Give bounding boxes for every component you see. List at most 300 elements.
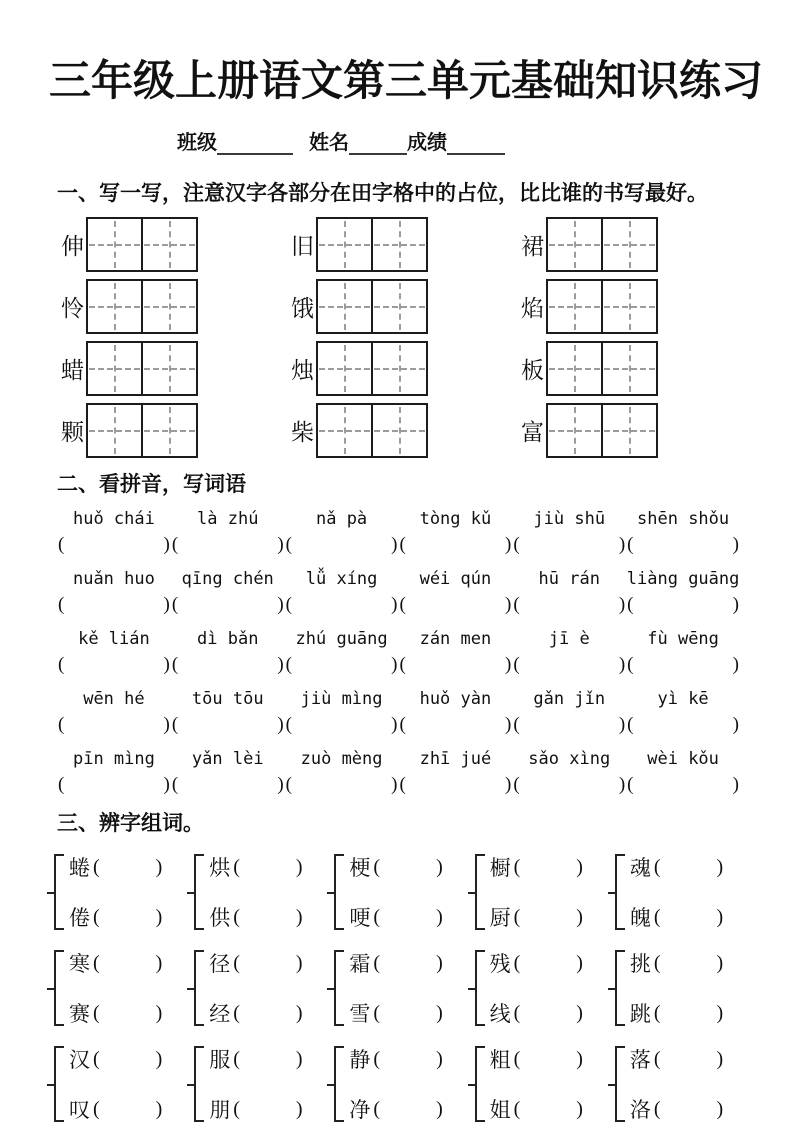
brace-group xyxy=(466,945,600,1031)
brace-group xyxy=(185,945,319,1031)
open-paren: ( xyxy=(627,714,634,735)
brace-group xyxy=(325,849,459,935)
close-paren: ) xyxy=(436,1097,443,1120)
open-paren: ( xyxy=(627,534,634,555)
close-paren: ) xyxy=(618,594,626,615)
model-character: 伸 xyxy=(61,234,84,259)
answer-blank xyxy=(399,652,513,677)
pinyin-word: tōu tōu xyxy=(191,689,264,709)
entry-character: 梗 xyxy=(349,856,371,880)
close-paren: ) xyxy=(391,594,398,615)
entry-character: 洛 xyxy=(629,1098,651,1122)
answer-blank xyxy=(399,592,513,617)
brace-tick xyxy=(608,988,617,990)
word-entry xyxy=(490,995,584,1031)
close-paren: ) xyxy=(163,654,170,675)
close-paren: ) xyxy=(732,594,739,615)
close-paren: ) xyxy=(576,905,583,928)
tianzige-grid xyxy=(86,279,198,334)
close-paren: ) xyxy=(505,594,512,615)
brace-tick xyxy=(327,1084,336,1086)
close-paren: ) xyxy=(436,905,443,928)
tianzige-cell xyxy=(141,343,196,394)
brace-bracket xyxy=(475,950,485,1026)
pinyin-word: jiù shū xyxy=(533,509,606,529)
brace-group xyxy=(606,945,740,1031)
open-paren: ( xyxy=(285,594,292,615)
entry-character: 汉 xyxy=(69,1048,90,1072)
close-paren: ) xyxy=(576,855,583,878)
close-paren: ) xyxy=(716,1047,724,1070)
answer-blank xyxy=(57,532,171,557)
close-paren: ) xyxy=(618,654,626,675)
answer-paren-line xyxy=(57,712,740,737)
word-entry xyxy=(630,945,724,981)
entry-character: 落 xyxy=(629,1048,651,1072)
entry-character: 净 xyxy=(349,1098,371,1122)
close-paren: ) xyxy=(155,1047,163,1070)
answer-blank xyxy=(512,712,626,737)
tianzige-cell xyxy=(548,281,601,332)
open-paren: ( xyxy=(513,951,521,974)
close-paren: ) xyxy=(295,855,303,878)
brace-bracket xyxy=(475,1046,485,1122)
close-paren: ) xyxy=(716,951,724,974)
open-paren: ( xyxy=(513,1047,521,1070)
open-paren: ( xyxy=(513,905,521,928)
brace-entries xyxy=(630,1041,724,1127)
open-paren: ( xyxy=(58,714,65,735)
open-paren: ( xyxy=(373,1001,381,1024)
answer-blank xyxy=(626,772,740,797)
brace-row xyxy=(45,945,740,1031)
pinyin-word: wéi qún xyxy=(419,569,492,589)
tianzige-group xyxy=(60,403,198,458)
brace-tick xyxy=(327,988,336,990)
open-paren: ( xyxy=(233,905,240,928)
name-blank-line xyxy=(349,133,407,155)
tianzige-cell xyxy=(371,343,426,394)
pinyin-row-block xyxy=(57,686,740,737)
close-paren: ) xyxy=(716,1097,724,1120)
tianzige-row xyxy=(57,341,740,396)
tianzige-cell xyxy=(601,219,656,270)
pinyin-line xyxy=(57,506,740,532)
pinyin-word: fù wēng xyxy=(647,629,719,649)
answer-blank xyxy=(512,532,626,557)
open-paren: ( xyxy=(513,534,520,555)
model-character: 裙 xyxy=(521,234,544,259)
pinyin-word: lǚ xíng xyxy=(305,569,378,589)
close-paren: ) xyxy=(295,951,303,974)
entry-character: 供 xyxy=(209,906,231,930)
answer-blank xyxy=(171,772,285,797)
close-paren: ) xyxy=(618,714,626,735)
brace-entries xyxy=(209,1041,303,1127)
pinyin-word: huǒ chái xyxy=(72,509,155,529)
model-character: 旧 xyxy=(291,234,314,259)
brace-bracket xyxy=(615,950,625,1026)
open-paren: ( xyxy=(285,654,292,675)
pinyin-line xyxy=(57,566,740,592)
open-paren: ( xyxy=(513,654,520,675)
brace-bracket xyxy=(194,1046,204,1122)
word-entry xyxy=(69,1041,163,1077)
open-paren: ( xyxy=(653,1097,661,1120)
brace-tick xyxy=(47,988,56,990)
pinyin-word: wèi kǒu xyxy=(647,749,719,769)
word-entry xyxy=(349,995,443,1031)
pinyin-line xyxy=(57,626,740,652)
brace-group xyxy=(45,1041,179,1127)
close-paren: ) xyxy=(732,534,739,555)
tianzige-group xyxy=(60,279,198,334)
answer-paren-line xyxy=(57,652,740,677)
entry-character: 残 xyxy=(489,952,511,976)
pinyin-word: zuò mèng xyxy=(300,749,383,769)
open-paren: ( xyxy=(171,714,179,735)
word-entry xyxy=(349,899,443,935)
open-paren: ( xyxy=(513,714,520,735)
tianzige-row xyxy=(57,217,740,272)
close-paren: ) xyxy=(436,951,443,974)
answer-blank xyxy=(399,712,513,737)
close-paren: ) xyxy=(436,1001,443,1024)
brace-entries xyxy=(630,849,724,935)
entry-character: 烘 xyxy=(209,856,231,880)
answer-blank xyxy=(626,592,740,617)
close-paren: ) xyxy=(163,534,170,555)
brace-bracket xyxy=(334,854,344,930)
page-title: 三年级上册语文第三单元基础知识练习 xyxy=(49,57,764,104)
open-paren: ( xyxy=(285,774,292,795)
brace-entries xyxy=(69,849,163,935)
open-paren: ( xyxy=(93,1001,100,1024)
tianzige-grid xyxy=(316,217,428,272)
section-two-heading: 二、看拼音，写词语 xyxy=(57,473,246,496)
close-paren: ) xyxy=(391,714,398,735)
word-entry xyxy=(490,945,584,981)
brace-bracket xyxy=(615,1046,625,1122)
answer-paren-line xyxy=(57,532,740,557)
close-paren: ) xyxy=(391,774,398,795)
open-paren: ( xyxy=(93,855,100,878)
close-paren: ) xyxy=(391,654,398,675)
word-entry xyxy=(630,849,724,885)
class-blank-line xyxy=(217,133,293,155)
open-paren: ( xyxy=(171,594,179,615)
close-paren: ) xyxy=(155,1001,163,1024)
brace-bracket xyxy=(194,950,204,1026)
entry-character: 蜷 xyxy=(69,856,90,880)
brace-group xyxy=(606,1041,740,1127)
close-paren: ) xyxy=(391,534,398,555)
score-blank-line xyxy=(447,133,505,155)
pinyin-word: nǎ pà xyxy=(315,509,368,529)
brace-entries xyxy=(69,1041,163,1127)
entry-character: 厨 xyxy=(489,906,511,930)
tianzige-group xyxy=(290,279,428,334)
close-paren: ) xyxy=(576,951,583,974)
open-paren: ( xyxy=(285,534,292,555)
word-entry xyxy=(490,899,584,935)
tianzige-group xyxy=(520,341,658,396)
close-paren: ) xyxy=(277,714,284,735)
model-character: 富 xyxy=(521,420,544,445)
brace-entries xyxy=(490,945,584,1031)
tianzige-cell xyxy=(88,343,141,394)
close-paren: ) xyxy=(163,774,170,795)
open-paren: ( xyxy=(513,594,520,615)
entry-character: 倦 xyxy=(69,906,90,930)
word-entry xyxy=(69,945,163,981)
open-paren: ( xyxy=(399,714,406,735)
answer-blank xyxy=(285,532,399,557)
word-entry xyxy=(209,899,303,935)
answer-blank xyxy=(57,652,171,677)
entry-character: 跳 xyxy=(629,1002,651,1026)
tianzige-cell xyxy=(601,343,656,394)
close-paren: ) xyxy=(277,534,284,555)
open-paren: ( xyxy=(373,1097,381,1120)
brace-tick xyxy=(468,1084,477,1086)
open-paren: ( xyxy=(653,855,661,878)
section-three-heading: 三、辨字组词。 xyxy=(57,812,204,835)
brace-tick xyxy=(187,892,196,894)
pinyin-line xyxy=(57,746,740,772)
pinyin-word: tòng kǔ xyxy=(419,509,492,529)
close-paren: ) xyxy=(618,774,626,795)
word-entry xyxy=(630,899,724,935)
pinyin-row-block xyxy=(57,506,740,557)
pinyin-word: qīng chén xyxy=(181,569,274,589)
brace-entries xyxy=(490,849,584,935)
tianzige-cell xyxy=(141,219,196,270)
word-entry xyxy=(630,1041,724,1077)
answer-blank xyxy=(57,772,171,797)
brace-bracket xyxy=(615,854,625,930)
brace-entries xyxy=(349,1041,443,1127)
pinyin-word: yì kē xyxy=(657,689,709,709)
pinyin-word: huǒ yàn xyxy=(419,689,492,709)
open-paren: ( xyxy=(513,1097,521,1120)
brace-tick xyxy=(187,1084,196,1086)
entry-character: 魂 xyxy=(629,856,651,880)
answer-blank xyxy=(285,712,399,737)
pinyin-word: shēn shǒu xyxy=(637,509,730,529)
tianzige-grid xyxy=(86,403,198,458)
tianzige-area xyxy=(57,217,740,458)
tianzige-cell xyxy=(371,281,426,332)
pinyin-word: yǎn lèi xyxy=(191,749,264,769)
brace-tick xyxy=(47,892,56,894)
word-entry xyxy=(349,1041,443,1077)
tianzige-cell xyxy=(601,405,656,456)
tianzige-grid xyxy=(86,217,198,272)
answer-blank xyxy=(512,592,626,617)
open-paren: ( xyxy=(233,1001,240,1024)
close-paren: ) xyxy=(436,1047,443,1070)
pinyin-word: nuǎn huo xyxy=(72,569,155,589)
open-paren: ( xyxy=(399,594,406,615)
entry-character: 霜 xyxy=(349,952,371,976)
pinyin-word: zhī jué xyxy=(419,749,492,769)
answer-blank xyxy=(57,592,171,617)
close-paren: ) xyxy=(295,905,303,928)
brace-tick xyxy=(608,1084,617,1086)
entry-character: 赛 xyxy=(69,1002,90,1026)
entry-character: 寒 xyxy=(69,952,90,976)
model-character: 板 xyxy=(521,358,544,383)
word-entry xyxy=(69,849,163,885)
open-paren: ( xyxy=(513,1001,521,1024)
tianzige-group xyxy=(520,279,658,334)
entry-character: 叹 xyxy=(69,1098,90,1122)
tianzige-group xyxy=(290,217,428,272)
close-paren: ) xyxy=(155,1097,163,1120)
close-paren: ) xyxy=(505,654,512,675)
word-entry xyxy=(209,1041,303,1077)
answer-blank xyxy=(512,652,626,677)
open-paren: ( xyxy=(653,1047,661,1070)
tianzige-cell xyxy=(318,281,371,332)
pinyin-row-block xyxy=(57,746,740,797)
entry-character: 粗 xyxy=(489,1048,511,1072)
pinyin-word: liàng guāng xyxy=(626,569,740,589)
word-entry xyxy=(209,945,303,981)
close-paren: ) xyxy=(163,594,170,615)
answer-paren-line xyxy=(57,592,740,617)
brace-group xyxy=(466,849,600,935)
brace-tick xyxy=(187,988,196,990)
open-paren: ( xyxy=(627,594,634,615)
close-paren: ) xyxy=(505,714,512,735)
tianzige-grid xyxy=(316,341,428,396)
open-paren: ( xyxy=(93,1047,100,1070)
word-entry xyxy=(349,849,443,885)
word-entry xyxy=(69,899,163,935)
entry-character: 径 xyxy=(209,952,231,976)
brace-entries xyxy=(209,849,303,935)
close-paren: ) xyxy=(277,654,284,675)
close-paren: ) xyxy=(277,594,284,615)
answer-blank xyxy=(285,592,399,617)
brace-bracket xyxy=(475,854,485,930)
open-paren: ( xyxy=(373,905,381,928)
open-paren: ( xyxy=(653,1001,661,1024)
word-entry xyxy=(490,1041,584,1077)
word-entry xyxy=(630,995,724,1031)
pinyin-word: dì bǎn xyxy=(197,629,259,649)
open-paren: ( xyxy=(171,774,179,795)
word-entry xyxy=(209,849,303,885)
open-paren: ( xyxy=(513,855,521,878)
answer-blank xyxy=(57,712,171,737)
tianzige-cell xyxy=(548,405,601,456)
entry-character: 经 xyxy=(209,1002,231,1026)
answer-blank xyxy=(171,532,285,557)
brace-row xyxy=(45,849,740,935)
open-paren: ( xyxy=(513,774,520,795)
brace-group xyxy=(606,849,740,935)
word-entry xyxy=(209,995,303,1031)
open-paren: ( xyxy=(399,654,406,675)
brace-bracket xyxy=(54,1046,64,1122)
open-paren: ( xyxy=(399,534,406,555)
answer-blank xyxy=(512,772,626,797)
brace-bracket xyxy=(54,854,64,930)
close-paren: ) xyxy=(716,855,724,878)
answer-blank xyxy=(285,772,399,797)
model-character: 蜡 xyxy=(61,358,84,383)
open-paren: ( xyxy=(93,951,100,974)
answer-blank xyxy=(626,652,740,677)
open-paren: ( xyxy=(399,774,406,795)
open-paren: ( xyxy=(58,594,65,615)
open-paren: ( xyxy=(93,905,100,928)
tianzige-cell xyxy=(371,405,426,456)
answer-blank xyxy=(285,652,399,677)
tianzige-cell xyxy=(548,343,601,394)
brace-group xyxy=(325,1041,459,1127)
tianzige-grid xyxy=(316,279,428,334)
pinyin-word: zhú guāng xyxy=(295,629,388,649)
model-character: 焰 xyxy=(521,296,544,321)
tianzige-cell xyxy=(548,219,601,270)
answer-blank xyxy=(171,712,285,737)
open-paren: ( xyxy=(627,774,634,795)
open-paren: ( xyxy=(285,714,292,735)
close-paren: ) xyxy=(295,1097,303,1120)
open-paren: ( xyxy=(233,951,240,974)
close-paren: ) xyxy=(732,774,739,795)
tianzige-group xyxy=(290,403,428,458)
open-paren: ( xyxy=(233,855,240,878)
section-one-heading: 一、写一写，注意汉字各部分在田字格中的占位，比比谁的书写最好。 xyxy=(57,182,708,205)
pinyin-word: kě lián xyxy=(78,629,150,649)
brace-row xyxy=(45,1041,740,1127)
pinyin-row-block xyxy=(57,626,740,677)
close-paren: ) xyxy=(163,714,170,735)
close-paren: ) xyxy=(716,1001,724,1024)
entry-character: 雪 xyxy=(349,1002,371,1026)
brace-entries xyxy=(349,849,443,935)
word-entry xyxy=(490,849,584,885)
tianzige-grid xyxy=(546,403,658,458)
close-paren: ) xyxy=(576,1001,583,1024)
brace-group xyxy=(185,1041,319,1127)
model-character: 饿 xyxy=(291,296,314,321)
answer-blank xyxy=(626,712,740,737)
entry-character: 哽 xyxy=(349,906,371,930)
tianzige-grid xyxy=(546,217,658,272)
close-paren: ) xyxy=(155,905,163,928)
close-paren: ) xyxy=(716,905,724,928)
brace-group xyxy=(185,849,319,935)
tianzige-grid xyxy=(546,279,658,334)
brace-group xyxy=(325,945,459,1031)
open-paren: ( xyxy=(171,654,179,675)
close-paren: ) xyxy=(155,855,163,878)
pinyin-word: zán men xyxy=(419,629,492,649)
brace-bracket xyxy=(334,1046,344,1122)
close-paren: ) xyxy=(618,534,626,555)
brace-bracket xyxy=(54,950,64,1026)
tianzige-group xyxy=(520,217,658,272)
tianzige-cell xyxy=(318,219,371,270)
model-character: 烛 xyxy=(291,358,314,383)
tianzige-cell xyxy=(141,281,196,332)
